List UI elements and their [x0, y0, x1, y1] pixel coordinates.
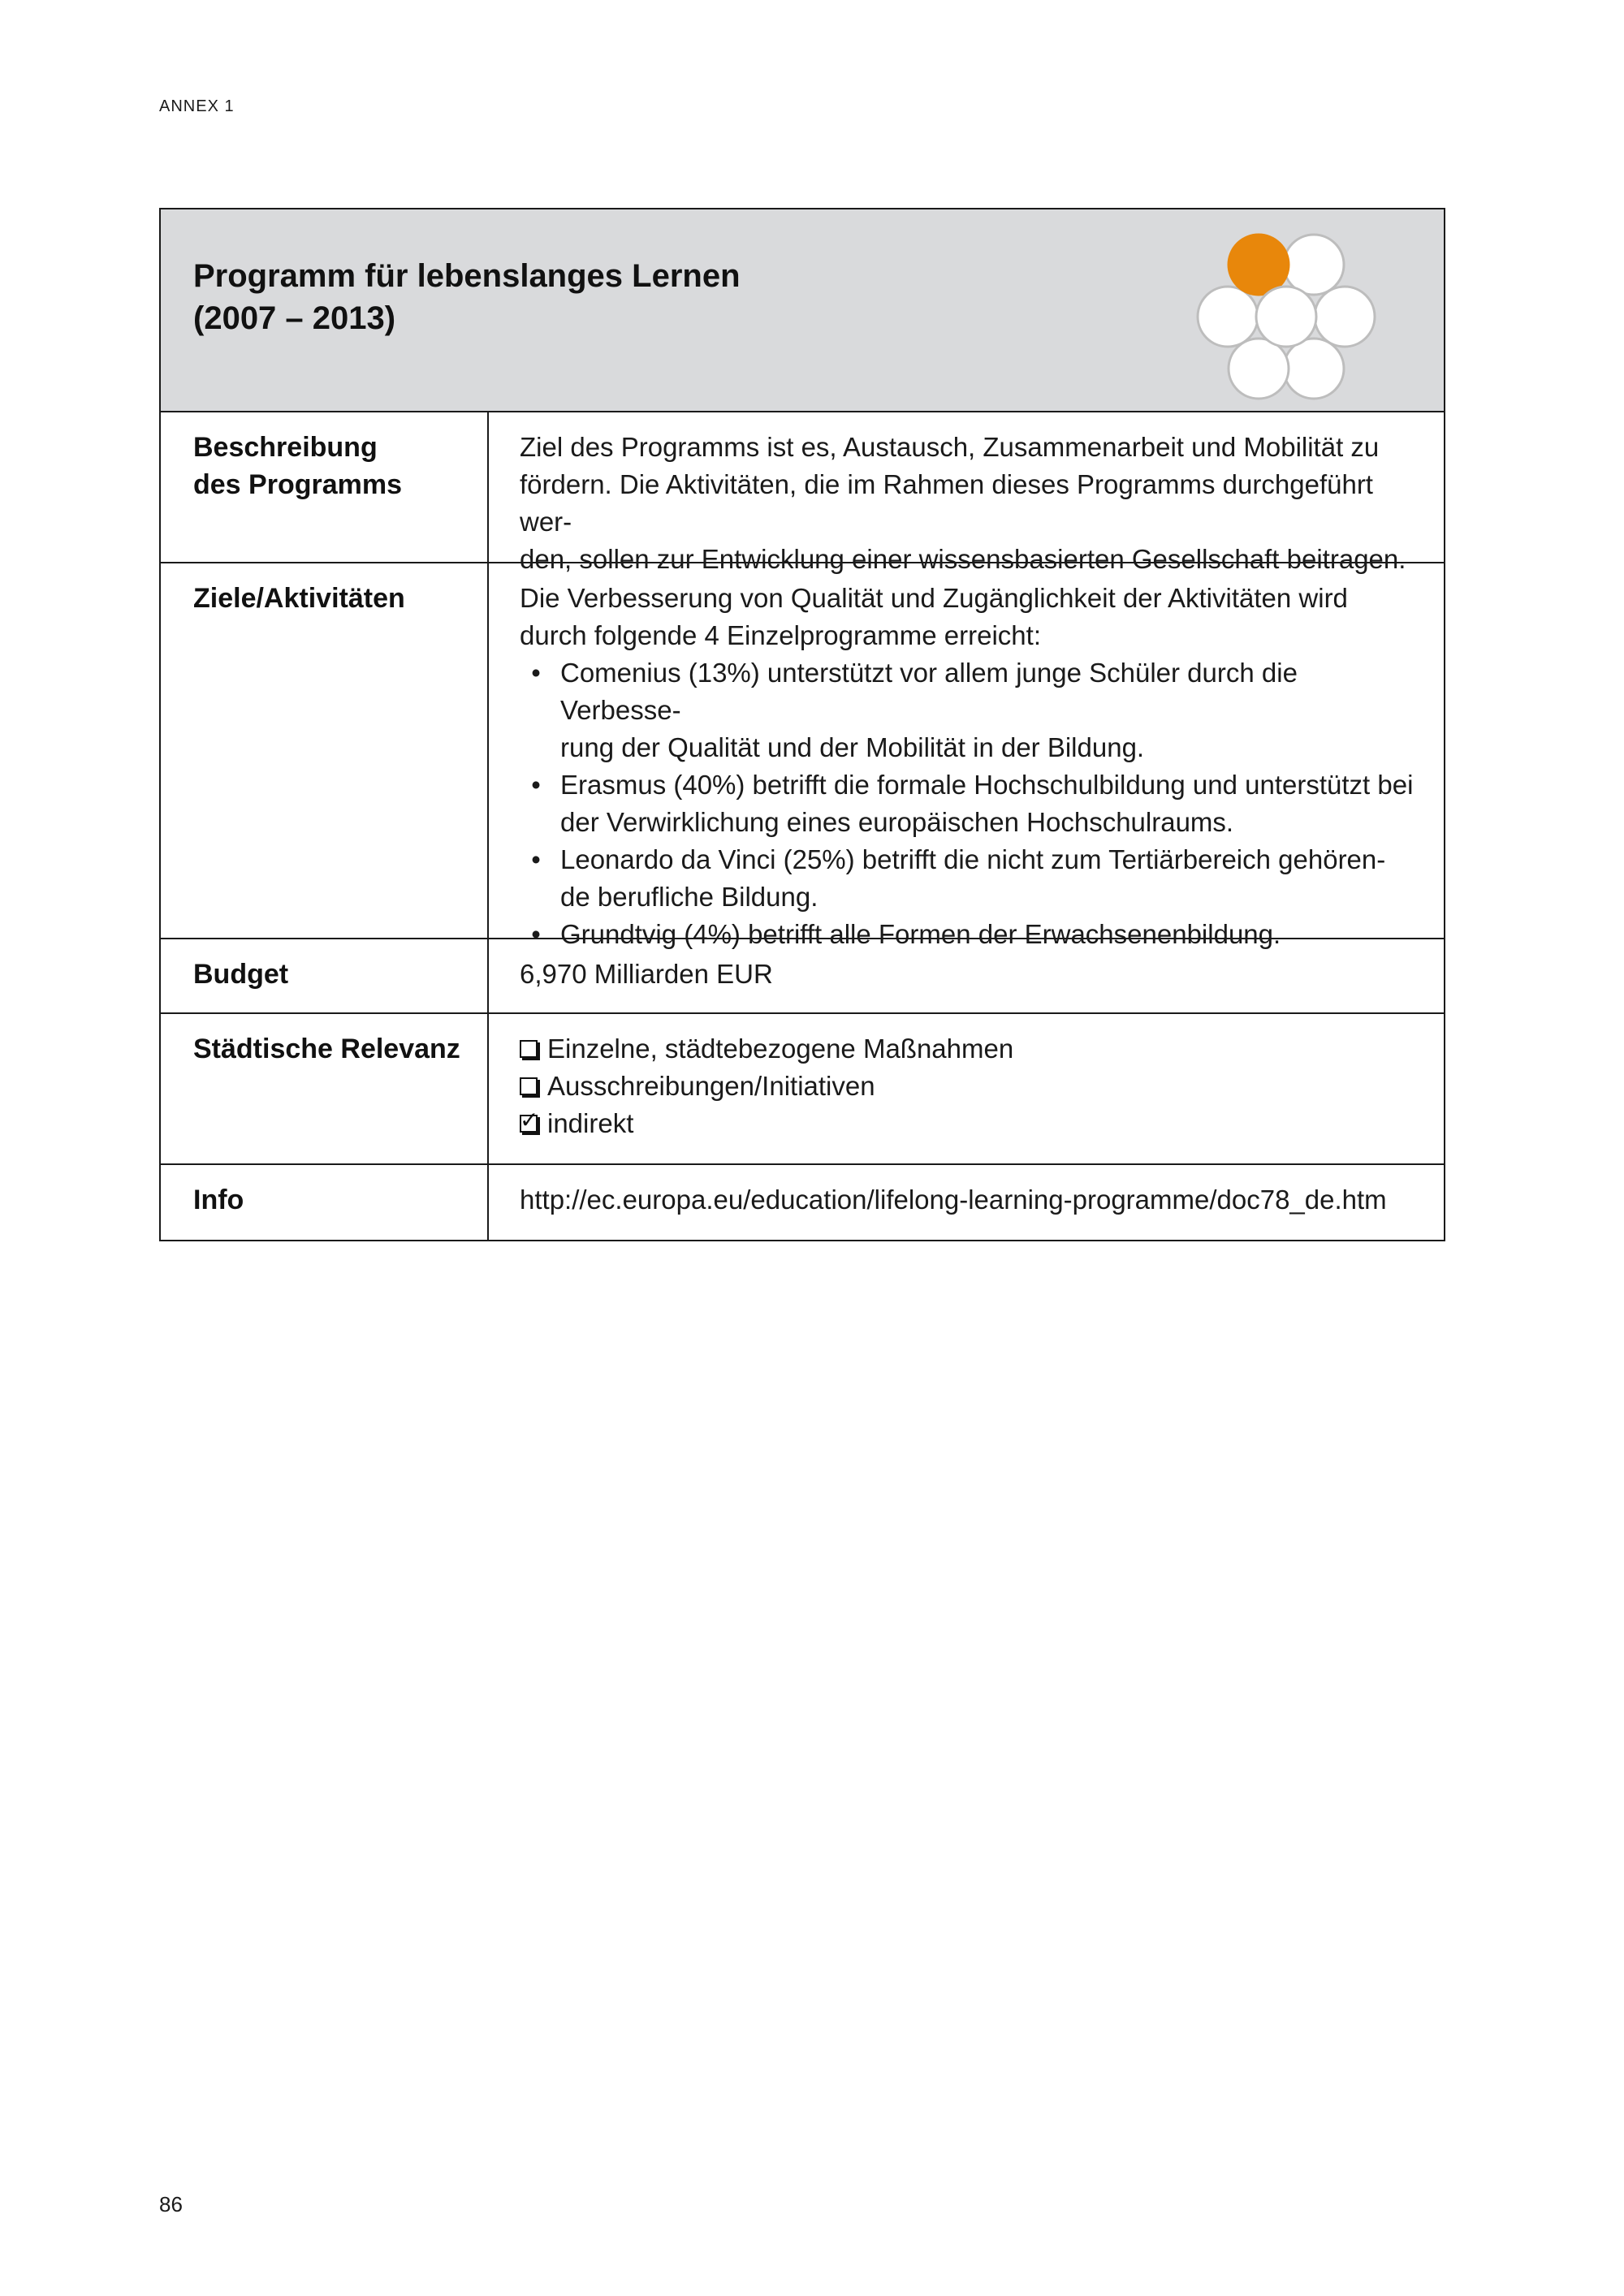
relevance-option — [520, 1105, 1418, 1142]
list-item-line1: Grundtvig (4%) betrifft alle Formen der Erwachsenenbildung. — [560, 919, 1281, 949]
row-info — [161, 1165, 1444, 1240]
budget-value: 6,970 Milliarden EUR — [520, 959, 773, 989]
flower-petal — [1198, 287, 1258, 347]
flower-petal — [1284, 339, 1344, 399]
page-number: 86 — [159, 2192, 183, 2216]
relevance-option-label: Einzelne, städtebezogene Maßnahmen — [547, 1034, 1014, 1064]
card-title — [193, 255, 741, 339]
checkbox-checked-icon — [520, 1107, 539, 1133]
relevance-option-label: indirekt — [547, 1108, 634, 1138]
relevance-option-label: Ausschreibungen/Initiativen — [547, 1071, 875, 1101]
card-title-line2: (2007 – 2013) — [193, 300, 396, 336]
relevance-label: Städtische Relevanz — [161, 1014, 489, 1163]
list-item-line1: Leonardo da Vinci (25%) betrifft die nicht zum Tertiärbereich gehören- — [560, 844, 1386, 874]
row-label — [161, 412, 489, 562]
card-title-line1: Programm für lebenslanges Lernen — [193, 258, 741, 294]
checkbox-empty-icon — [520, 1077, 538, 1095]
goals-intro-line2: durch folgende 4 Einzelprogramme erreicht: — [520, 620, 1042, 650]
relevance-option — [520, 1030, 1418, 1068]
description-text-line1: Ziel des Programms ist es, Austausch, Zusammenarbeit und Mobilität zu — [520, 432, 1380, 462]
bullet-icon: • — [531, 658, 541, 688]
description-label-line2: des Programms — [193, 469, 402, 500]
flower-logo-icon — [1192, 226, 1387, 404]
goals-label: Ziele/Aktivitäten — [161, 563, 489, 938]
check-mark-icon: ✓ — [520, 1107, 539, 1133]
bullet-icon: • — [531, 770, 541, 800]
goals-list — [520, 654, 1418, 953]
info-label: Info — [161, 1165, 489, 1240]
list-item — [520, 654, 1418, 766]
list-item — [520, 916, 1418, 953]
description-label-line1: Beschreibung — [193, 432, 378, 463]
program-card — [159, 208, 1445, 1241]
list-item-line2: de berufliche Bildung. — [560, 882, 818, 912]
card-header — [161, 209, 1444, 412]
annex-label: ANNEX 1 — [159, 97, 235, 115]
description-text-line2: fördern. Die Aktivitäten, die im Rahmen dieses Programms durchgeführt wer- — [520, 469, 1373, 537]
row-value — [489, 412, 1444, 574]
goals-intro-line1: Die Verbesserung von Qualität und Zugänglichkeit der Aktivitäten wird — [520, 583, 1348, 613]
description-text-line3: den, sollen zur Entwicklung einer wissensbasierten Gesellschaft beitragen. — [520, 544, 1406, 574]
list-item-line1: Erasmus (40%) betrifft die formale Hochschulbildung und unterstützt bei — [560, 770, 1414, 800]
list-item — [520, 766, 1418, 841]
flower-petal — [1315, 287, 1375, 347]
row-description — [161, 412, 1444, 574]
info-url: http://ec.europa.eu/education/lifelong-learning-programme/doc78_de.htm — [520, 1185, 1387, 1215]
list-item-line2: der Verwirklichung eines europäischen Hochschulraums. — [560, 807, 1234, 837]
bullet-icon: • — [531, 844, 541, 874]
flower-petal — [1229, 339, 1289, 399]
row-relevance — [161, 1014, 1444, 1165]
flower-petal-accent — [1229, 235, 1289, 295]
row-value — [489, 1014, 1444, 1163]
list-item — [520, 841, 1418, 916]
budget-label: Budget — [161, 939, 489, 1012]
flower-petal — [1284, 235, 1344, 295]
bullet-icon: • — [531, 919, 541, 949]
relevance-option — [520, 1068, 1418, 1105]
flower-center — [1256, 287, 1316, 347]
row-value — [489, 563, 1444, 949]
list-item-line1: Comenius (13%) unterstützt vor allem junge Schüler durch die Verbesse- — [560, 658, 1298, 725]
checkbox-empty-icon — [520, 1040, 538, 1058]
list-item-line2: rung der Qualität und der Mobilität in der Bildung. — [560, 732, 1145, 762]
row-goals — [161, 563, 1444, 949]
